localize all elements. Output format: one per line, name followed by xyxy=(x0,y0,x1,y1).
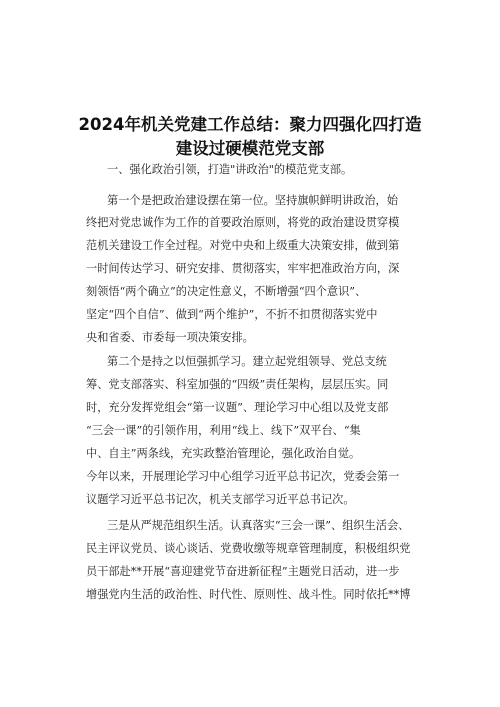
paragraph-line: 央和省委、市委每一项决策安排。 xyxy=(86,331,254,344)
paragraph-line: 范机关建设工作全过程。对党中央和上级重大决策安排，做到第 xyxy=(86,239,400,252)
paragraph-line: 坚定“四个自信”、做到“两个维护”，不折不扣贯彻落实党中 xyxy=(86,308,378,321)
paragraph-line: 一时间传达学习、研究安排、贯彻落实，牢牢把准政治方向，深 xyxy=(86,262,400,275)
paragraph-line: 筹、党支部落实、科室加强的“四级”责任架构，层层压实。同 xyxy=(86,378,389,391)
paragraph-line: 中、自主”两条线，充实政整治管理论，强化政治自觉。 xyxy=(86,447,361,460)
paragraph-line: 时，充分发挥党组会“第一议题”、理论学习中心组以及党支部 xyxy=(86,401,389,414)
paragraph-line: 民主评议党员、谈心谈话、党费收缴等规章管理制度，积极组织党 xyxy=(86,542,411,555)
paragraph-line: 第一个是把政治建设摆在第一位。坚持旗帜鲜明讲政治，始 xyxy=(107,194,398,207)
paragraph-line: 增强党内生活的政治性、时代性、原则性、战斗性。同时依托**博 xyxy=(86,588,411,601)
paragraph-line: 员干部赴**开展“喜迎建党节奋进新征程”主题党日活动，进一步 xyxy=(86,565,400,578)
paragraph-line: “三会一课”的引领作用，利用“线上、线下”双平台、“集 xyxy=(86,424,361,437)
paragraph-line: 刻领悟“两个确立”的决定性意义，不断增强“四个意识”、 xyxy=(86,285,367,298)
paragraph-line: 终把对党忠诚作为工作的首要政治原则，将党的政治建设贯穿模 xyxy=(86,216,400,229)
document-title-line-2: 建设过硬模范党支部 xyxy=(175,139,325,158)
section-heading: 一、强化政治引领，打造"讲政治"的模范党支部。 xyxy=(107,163,353,176)
paragraph-line: 议题学习近平总书记次，机关支部学习近平总书记次。 xyxy=(86,493,355,506)
paragraph-line: 三是从严规范组织生活。认真落实“三会一课”、组织生活会、 xyxy=(107,519,410,532)
paragraph-line: 第二个是持之以恒强抓学习。建立起党组领导、党总支统 xyxy=(107,355,387,368)
paragraph-line: 今年以来，开展理论学习中心组学习近平总书记次，党委会第一 xyxy=(86,470,400,483)
document-title-line-1: 2024年机关党建工作总结：聚力四强化四打造 xyxy=(78,115,422,134)
